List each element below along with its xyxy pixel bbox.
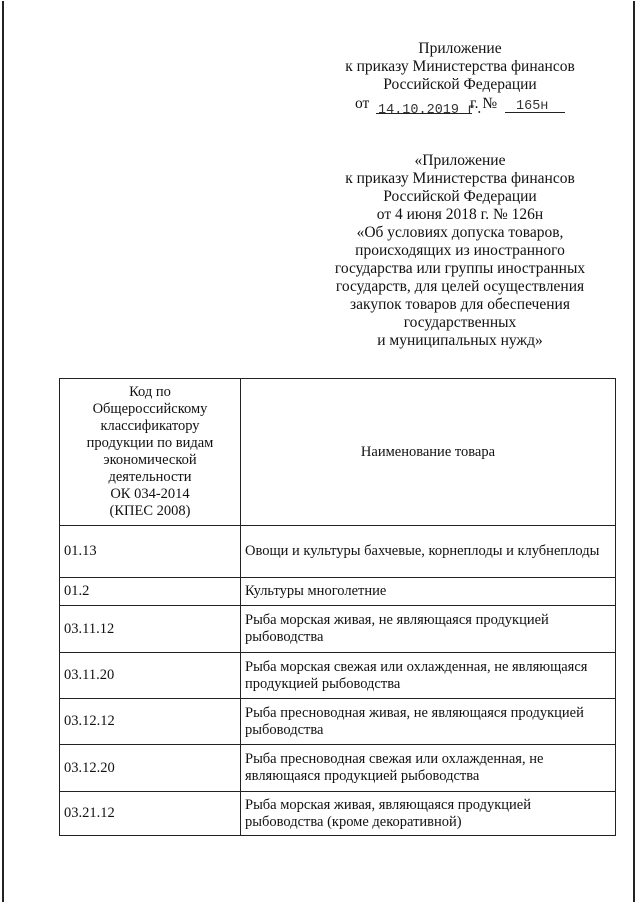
header-code-line: ОК 034-2014	[110, 486, 190, 502]
order-number-stamp: 165н	[516, 99, 549, 114]
old-appendix-line: государства или группы иностранных	[334, 260, 586, 277]
row-code: 03.11.12	[60, 606, 241, 653]
header-code-line: продукции по видам	[86, 435, 214, 451]
number-underline	[505, 112, 565, 113]
appendix-country: Российской Федерации	[383, 76, 537, 93]
table-row	[60, 792, 616, 836]
row-code: 01.2	[60, 578, 241, 606]
table-row	[60, 606, 616, 653]
row-name: Рыба пресноводная живая, не являющаяся продукцией рыбоводства	[241, 699, 616, 745]
old-appendix-line: и муниципальных нужд»	[377, 332, 543, 349]
order-date-stamp: 14.10.2019 г.	[378, 103, 484, 118]
row-name: Рыба морская живая, являющаяся продукцией рыбоводства (кроме декоративной)	[241, 792, 616, 836]
header-code-line: (КПЕС 2008)	[109, 503, 191, 519]
appendix-header-new	[300, 40, 620, 123]
date-prefix: от	[355, 95, 370, 112]
order-date-line	[300, 95, 620, 123]
old-appendix-line: «Приложение	[414, 152, 506, 169]
row-code: 03.12.20	[60, 745, 241, 792]
header-code-line: классификатору	[100, 418, 200, 434]
header-code-line: деятельности	[108, 469, 192, 485]
row-code: 01.13	[60, 526, 241, 578]
appendix-order-ref: к приказу Министерства финансов	[345, 58, 575, 75]
appendix-title: Приложение	[418, 40, 502, 57]
date-underline	[376, 113, 472, 114]
table-header-row	[60, 379, 616, 526]
old-appendix-line: государственных	[403, 314, 517, 331]
row-name: Культуры многолетние	[241, 578, 616, 606]
row-code: 03.12.12	[60, 699, 241, 745]
header-name: Наименование товара	[241, 379, 616, 526]
table-row	[60, 699, 616, 745]
row-name: Овощи и культуры бахчевые, корнеплоды и клубнеплоды	[241, 526, 616, 578]
old-appendix-line: Российской Федерации	[383, 188, 537, 205]
table-row	[60, 745, 616, 792]
header-code-line: Код по	[129, 384, 171, 400]
row-name: Рыба пресноводная свежая или охлажденная, не являющаяся продукцией рыбоводства	[241, 745, 616, 792]
header-code	[60, 379, 241, 526]
table-row	[60, 653, 616, 699]
appendix-header-old	[300, 152, 620, 350]
old-appendix-line: к приказу Министерства финансов	[345, 170, 575, 187]
number-prefix: г. №	[470, 95, 498, 112]
row-name: Рыба морская свежая или охлажденная, не являющаяся продукцией рыбоводства	[241, 653, 616, 699]
goods-table	[59, 378, 616, 836]
table-row	[60, 526, 616, 578]
row-code: 03.21.12	[60, 792, 241, 836]
old-appendix-line: от 4 июня 2018 г. № 126н	[376, 206, 544, 223]
row-name: Рыба морская живая, не являющаяся продукцией рыбоводства	[241, 606, 616, 653]
old-appendix-line: происходящих из иностранного	[355, 242, 565, 259]
header-code-line: экономической	[103, 452, 197, 468]
old-appendix-line: «Об условиях допуска товаров,	[356, 224, 564, 241]
row-code: 03.11.20	[60, 653, 241, 699]
table-row	[60, 578, 616, 606]
header-code-line: Общероссийскому	[92, 401, 208, 417]
old-appendix-line: закупок товаров для обеспечения	[350, 296, 570, 313]
old-appendix-line: государств, для целей осуществления	[335, 278, 585, 295]
